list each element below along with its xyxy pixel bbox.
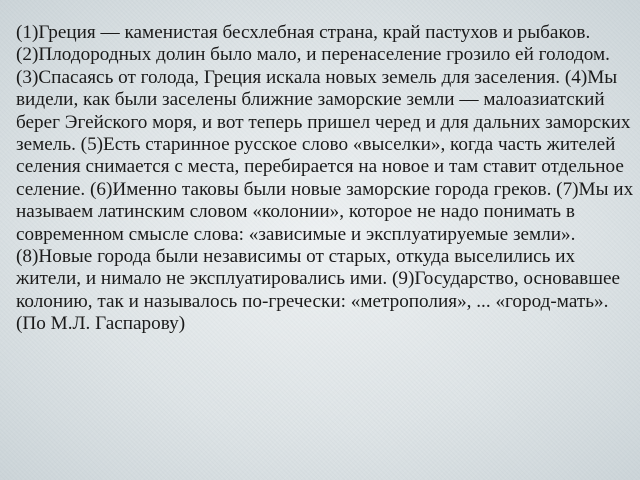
text-block <box>16 22 638 336</box>
main-paragraph: (1)Греция — каменистая бесхлебная страна, край пастухов и рыбаков. (2)Плодородных долин было мало, и перенаселение грозило ей голодом. (3)Спасаясь от голода, Греция искала новых земель для заселения. (4)Мы видели, как были заселены ближние заморские земли — малоазиатский берег Эгейского моря, и вот теперь пришел черед и для дальних заморских земель. (5)Есть старинное русское слово «выселки», когда часть жителей селения снимается с места, перебирается на новое и там ставит отдельное селение. (6)Именно таковы были новые заморские города греков. (7)Мы их называем латинским словом «колонии», которое не надо понимать в современном смысле слова: «зависимые и эксплуатируемые земли». (8)Новые города были независимы от старых, откуда выселились их жители, и нимало не эксплуатировались ими. (9)Государство, основавшее колонию, так и называлось по-гречески: «метрополия», ... «город-мать». <box>16 22 634 312</box>
attribution: (По М.Л. Гаспарову) <box>16 313 186 335</box>
